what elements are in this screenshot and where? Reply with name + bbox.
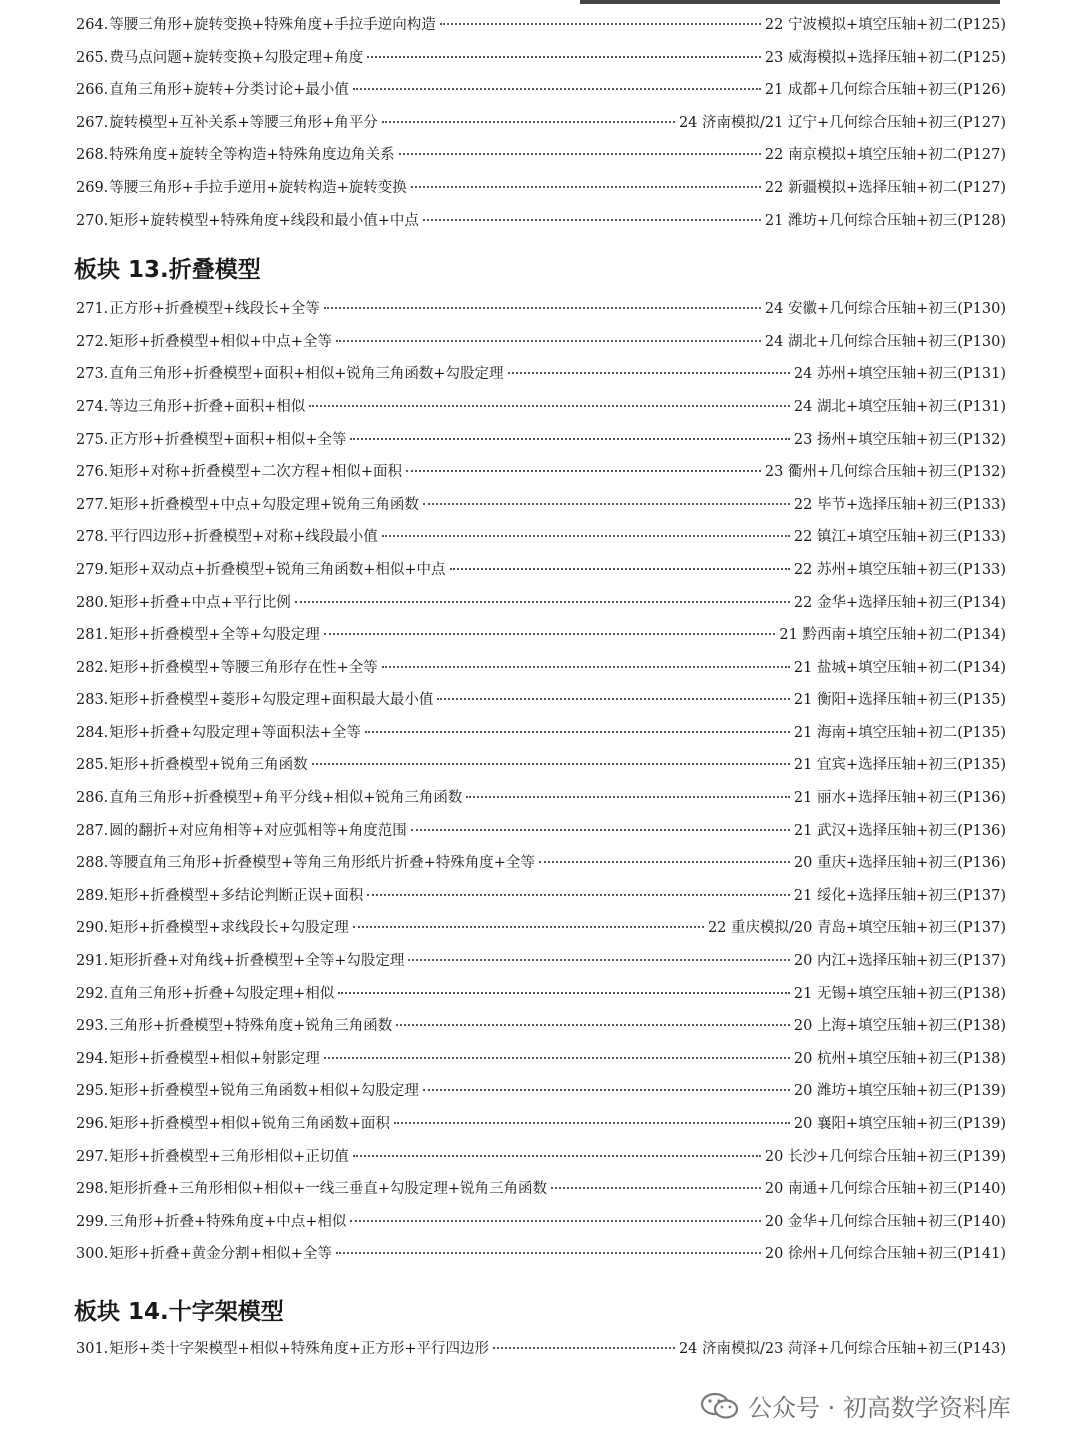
entry-topic: 矩形+折叠+中点+平行比例	[109, 594, 291, 611]
dot-leader	[365, 730, 790, 733]
entry-number: 270.	[76, 212, 109, 229]
dot-leader	[324, 306, 761, 309]
entry-number: 284.	[76, 724, 109, 741]
entry-number: 290.	[76, 920, 109, 937]
entry-source: 21 盐城+填空压轴+初二(P134)	[793, 659, 1006, 676]
entry-source: 21 衡阳+选择压轴+初三(P135)	[793, 692, 1006, 709]
section-title: 板块 13.折叠模型	[74, 257, 261, 284]
toc-entry	[76, 721, 1006, 754]
entry-source: 22 宁波模拟+填空压轴+初二(P125)	[764, 17, 1006, 33]
entry-source: 24 苏州+填空压轴+初三(P131)	[793, 366, 1006, 383]
watermark	[700, 1388, 1011, 1423]
toc-entry	[76, 13, 1006, 46]
entry-source: 23 扬州+填空压轴+初三(P132)	[793, 431, 1006, 448]
toc-entry	[76, 753, 1006, 786]
dot-leader	[336, 339, 761, 342]
entry-topic: 矩形+折叠模型+锐角三角函数	[109, 757, 308, 774]
toc-entry	[76, 297, 1006, 330]
entry-source: 22 新疆模拟+选择压轴+初二(P127)	[764, 179, 1006, 196]
entry-number: 269.	[76, 179, 109, 196]
entry-topic: 正方形+折叠模型+线段长+全等	[109, 301, 320, 318]
entry-topic: 矩形+折叠模型+菱形+勾股定理+面积最大最小值	[109, 692, 434, 709]
entry-topic: 旋转模型+互补关系+等腰三角形+角平分	[109, 114, 378, 131]
entry-topic: 矩形+旋转模型+特殊角度+线段和最小值+中点	[109, 212, 419, 229]
toc-entry	[76, 525, 1006, 558]
entry-number: 264.	[76, 17, 109, 33]
entry-number: 289.	[76, 887, 109, 904]
entry-source: 21 无锡+填空压轴+初三(P138)	[793, 985, 1006, 1002]
entry-source: 24 安徽+几何综合压轴+初三(P130)	[764, 301, 1006, 318]
dot-leader	[350, 1219, 760, 1222]
entry-topic: 矩形+折叠模型+相似+中点+全等	[109, 333, 332, 350]
entry-topic: 矩形+折叠模型+多结论判断正误+面积	[109, 887, 364, 904]
toc-entry	[76, 460, 1006, 493]
toc-entry	[76, 1337, 1006, 1370]
entry-source: 20 重庆+选择压轴+初三(P136)	[793, 855, 1006, 872]
entry-source: 21 成都+几何综合压轴+初三(P126)	[764, 82, 1006, 99]
toc-entry	[76, 111, 1006, 144]
dot-leader	[423, 502, 790, 505]
entry-topic: 费马点问题+旋转变换+勾股定理+角度	[109, 49, 364, 66]
entry-source: 22 苏州+填空压轴+初三(P133)	[793, 561, 1006, 578]
entry-source: 20 金华+几何综合压轴+初三(P140)	[764, 1213, 1006, 1230]
dot-leader	[353, 87, 761, 90]
entry-source: 24 济南模拟/21 辽宁+几何综合压轴+初三(P127)	[678, 114, 1006, 131]
toc-entry	[76, 428, 1006, 461]
entry-source: 21 丽水+选择压轴+初三(P136)	[793, 790, 1006, 807]
entry-number: 276.	[76, 464, 109, 481]
entry-source: 21 黔西南+填空压轴+初二(P134)	[779, 627, 1006, 644]
table-of-contents	[76, 13, 1006, 1370]
toc-entry	[76, 1047, 1006, 1080]
dot-leader	[367, 55, 761, 58]
entry-number: 267.	[76, 114, 109, 131]
dot-leader	[309, 404, 790, 407]
dot-leader	[324, 1056, 790, 1059]
dot-leader	[394, 1121, 790, 1124]
entry-topic: 矩形+折叠模型+等腰三角形存在性+全等	[109, 659, 378, 676]
dot-leader	[295, 600, 790, 603]
entry-topic: 三角形+折叠+特殊角度+中点+相似	[109, 1213, 347, 1230]
dot-leader	[406, 469, 761, 472]
entry-number: 279.	[76, 561, 109, 578]
entry-number: 280.	[76, 594, 109, 611]
entry-source: 20 上海+填空压轴+初三(P138)	[793, 1018, 1006, 1035]
toc-entry	[76, 143, 1006, 176]
entry-source: 23 威海模拟+选择压轴+初二(P125)	[764, 49, 1006, 66]
entry-topic: 矩形折叠+对角线+折叠模型+全等+勾股定理	[109, 953, 405, 970]
dot-leader	[367, 893, 790, 896]
entry-number: 274.	[76, 398, 109, 415]
dot-leader	[382, 120, 675, 123]
entry-source: 21 绥化+选择压轴+初三(P137)	[793, 887, 1006, 904]
entry-source: 20 徐州+几何综合压轴+初三(P141)	[764, 1246, 1006, 1263]
entry-topic: 等腰三角形+手拉手逆用+旋转构造+旋转变换	[109, 179, 407, 196]
toc-entry	[76, 786, 1006, 819]
entry-number: 285.	[76, 757, 109, 774]
entry-topic: 特殊角度+旋转全等构造+特殊角度边角关系	[109, 147, 395, 164]
dot-leader	[408, 958, 789, 961]
toc-entry	[76, 395, 1006, 428]
entry-number: 271.	[76, 301, 109, 318]
entry-number: 286.	[76, 790, 109, 807]
toc-entry	[76, 656, 1006, 689]
wechat-icon	[700, 1391, 740, 1421]
dot-leader	[353, 925, 704, 928]
toc-entry	[76, 209, 1006, 242]
entry-topic: 矩形+双动点+折叠模型+锐角三角函数+相似+中点	[109, 561, 446, 578]
dot-leader	[493, 1346, 675, 1349]
toc-entry	[76, 493, 1006, 526]
entry-topic: 矩形+折叠模型+求线段长+勾股定理	[109, 920, 349, 937]
toc-entry	[76, 46, 1006, 79]
entry-topic: 直角三角形+折叠+勾股定理+相似	[109, 985, 335, 1002]
dot-leader	[350, 437, 789, 440]
entry-topic: 矩形+折叠模型+相似+射影定理	[109, 1050, 320, 1067]
dot-leader	[324, 632, 776, 635]
entry-topic: 矩形+类十字架模型+相似+特殊角度+正方形+平行四边形	[109, 1340, 490, 1357]
entry-topic: 等边三角形+折叠+面积+相似	[109, 398, 306, 415]
dot-leader	[450, 567, 790, 570]
dot-leader	[411, 185, 761, 188]
toc-entry	[76, 1014, 1006, 1047]
entry-number: 294.	[76, 1050, 109, 1067]
section-title: 板块 14.十字架模型	[74, 1298, 284, 1325]
entry-source: 22 毕节+选择压轴+初三(P133)	[793, 496, 1006, 513]
entry-number: 265.	[76, 49, 109, 66]
toc-entry	[76, 688, 1006, 721]
toc-entry	[76, 982, 1006, 1015]
entry-source: 20 长沙+几何综合压轴+初三(P139)	[764, 1148, 1006, 1165]
entry-number: 295.	[76, 1083, 109, 1100]
entry-number: 268.	[76, 147, 109, 164]
toc-entry	[76, 819, 1006, 852]
entry-topic: 正方形+折叠模型+面积+相似+全等	[109, 431, 347, 448]
dot-leader	[411, 828, 790, 831]
dot-leader	[353, 1154, 761, 1157]
dot-leader	[336, 1251, 761, 1254]
toc-entry	[76, 78, 1006, 111]
dot-leader	[508, 371, 790, 374]
entry-number: 266.	[76, 82, 109, 99]
toc-entry	[76, 623, 1006, 656]
dot-leader	[382, 665, 790, 668]
toc-entry	[76, 1242, 1006, 1275]
toc-entry	[76, 558, 1006, 591]
entry-topic: 直角三角形+折叠模型+面积+相似+锐角三角函数+勾股定理	[109, 366, 504, 383]
entry-topic: 矩形+折叠模型+全等+勾股定理	[109, 627, 320, 644]
entry-number: 272.	[76, 333, 109, 350]
entry-source: 20 内江+选择压轴+初三(P137)	[793, 953, 1006, 970]
toc-entry	[76, 1079, 1006, 1112]
entry-source: 21 海南+填空压轴+初二(P135)	[793, 724, 1006, 741]
entry-topic: 矩形+折叠+勾股定理+等面积法+全等	[109, 724, 361, 741]
entry-topic: 等腰直角三角形+折叠模型+等角三角形纸片折叠+特殊角度+全等	[109, 855, 535, 872]
entry-number: 299.	[76, 1213, 109, 1230]
entry-number: 292.	[76, 985, 109, 1002]
entry-source: 21 武汉+选择压轴+初三(P136)	[793, 822, 1006, 839]
entry-number: 288.	[76, 855, 109, 872]
dot-leader	[437, 697, 789, 700]
entry-source: 24 济南模拟/23 菏泽+几何综合压轴+初三(P143)	[678, 1340, 1006, 1357]
sections-container	[76, 13, 1006, 1370]
entry-number: 293.	[76, 1018, 109, 1035]
dot-leader	[539, 860, 790, 863]
page-top-bar	[580, 0, 1000, 4]
entry-number: 297.	[76, 1148, 109, 1165]
dot-leader	[396, 1023, 790, 1026]
entry-topic: 直角三角形+旋转+分类讨论+最小值	[109, 82, 349, 99]
toc-entry	[76, 916, 1006, 949]
entry-topic: 矩形+对称+折叠模型+二次方程+相似+面积	[109, 464, 403, 481]
dot-leader	[551, 1186, 761, 1189]
toc-entry	[76, 362, 1006, 395]
entry-source: 24 湖北+几何综合压轴+初三(P130)	[764, 333, 1006, 350]
entry-source: 21 宜宾+选择压轴+初三(P135)	[793, 757, 1006, 774]
entry-topic: 矩形+折叠模型+锐角三角函数+相似+勾股定理	[109, 1083, 419, 1100]
entry-topic: 圆的翻折+对应角相等+对应弧相等+角度范围	[109, 822, 407, 839]
toc-entry	[76, 884, 1006, 917]
entry-number: 291.	[76, 953, 109, 970]
toc-entry	[76, 176, 1006, 209]
entry-topic: 三角形+折叠模型+特殊角度+锐角三角函数	[109, 1018, 393, 1035]
entry-source: 20 潍坊+填空压轴+初三(P139)	[793, 1083, 1006, 1100]
entry-topic: 平行四边形+折叠模型+对称+线段最小值	[109, 529, 378, 546]
entry-number: 282.	[76, 659, 109, 676]
entry-number: 301.	[76, 1340, 109, 1357]
entry-topic: 直角三角形+折叠模型+角平分线+相似+锐角三角函数	[109, 790, 463, 807]
dot-leader	[466, 795, 789, 798]
toc-entry	[76, 591, 1006, 624]
dot-leader	[440, 22, 761, 25]
entry-number: 273.	[76, 366, 109, 383]
dot-leader	[423, 1088, 790, 1091]
watermark-text: 公众号 · 初高数学资料库	[748, 1394, 1011, 1422]
entry-topic: 矩形+折叠+黄金分割+相似+全等	[109, 1246, 332, 1263]
entry-source: 24 湖北+填空压轴+初三(P131)	[793, 398, 1006, 415]
entry-source: 22 金华+选择压轴+初三(P134)	[793, 594, 1006, 611]
toc-entry	[76, 1112, 1006, 1145]
dot-leader	[382, 534, 790, 537]
dot-leader	[312, 762, 790, 765]
toc-entry	[76, 1145, 1006, 1178]
entry-source: 22 南京模拟+填空压轴+初二(P127)	[764, 147, 1006, 164]
entry-topic: 等腰三角形+旋转变换+特殊角度+手拉手逆向构造	[109, 17, 436, 33]
toc-entry	[76, 1210, 1006, 1243]
entry-topic: 矩形+折叠模型+三角形相似+正切值	[109, 1148, 349, 1165]
entry-number: 278.	[76, 529, 109, 546]
entry-source: 20 南通+几何综合压轴+初三(P140)	[764, 1181, 1006, 1198]
entry-number: 298.	[76, 1181, 109, 1198]
entry-source: 21 潍坊+几何综合压轴+初三(P128)	[764, 212, 1006, 229]
entry-source: 22 镇江+填空压轴+初三(P133)	[793, 529, 1006, 546]
entry-number: 275.	[76, 431, 109, 448]
entry-source: 20 襄阳+填空压轴+初三(P139)	[793, 1116, 1006, 1132]
entry-topic: 矩形+折叠模型+中点+勾股定理+锐角三角函数	[109, 496, 419, 513]
entry-number: 287.	[76, 822, 109, 839]
entry-number: 296.	[76, 1116, 109, 1132]
entry-number: 300.	[76, 1246, 109, 1263]
entry-number: 283.	[76, 692, 109, 709]
toc-entry	[76, 949, 1006, 982]
entry-topic: 矩形折叠+三角形相似+相似+一线三垂直+勾股定理+锐角三角函数	[109, 1181, 548, 1198]
toc-entry	[76, 330, 1006, 363]
dot-leader	[423, 218, 761, 221]
dot-leader	[338, 991, 790, 994]
toc-entry	[76, 1177, 1006, 1210]
entry-number: 277.	[76, 496, 109, 513]
entry-source: 20 杭州+填空压轴+初三(P138)	[793, 1050, 1006, 1067]
entry-source: 22 重庆模拟/20 青岛+填空压轴+初三(P137)	[707, 920, 1006, 937]
toc-entry	[76, 851, 1006, 884]
dot-leader	[399, 152, 761, 155]
entry-number: 281.	[76, 627, 109, 644]
entry-source: 23 衢州+几何综合压轴+初三(P132)	[764, 464, 1006, 481]
entry-topic: 矩形+折叠模型+相似+锐角三角函数+面积	[109, 1116, 390, 1132]
